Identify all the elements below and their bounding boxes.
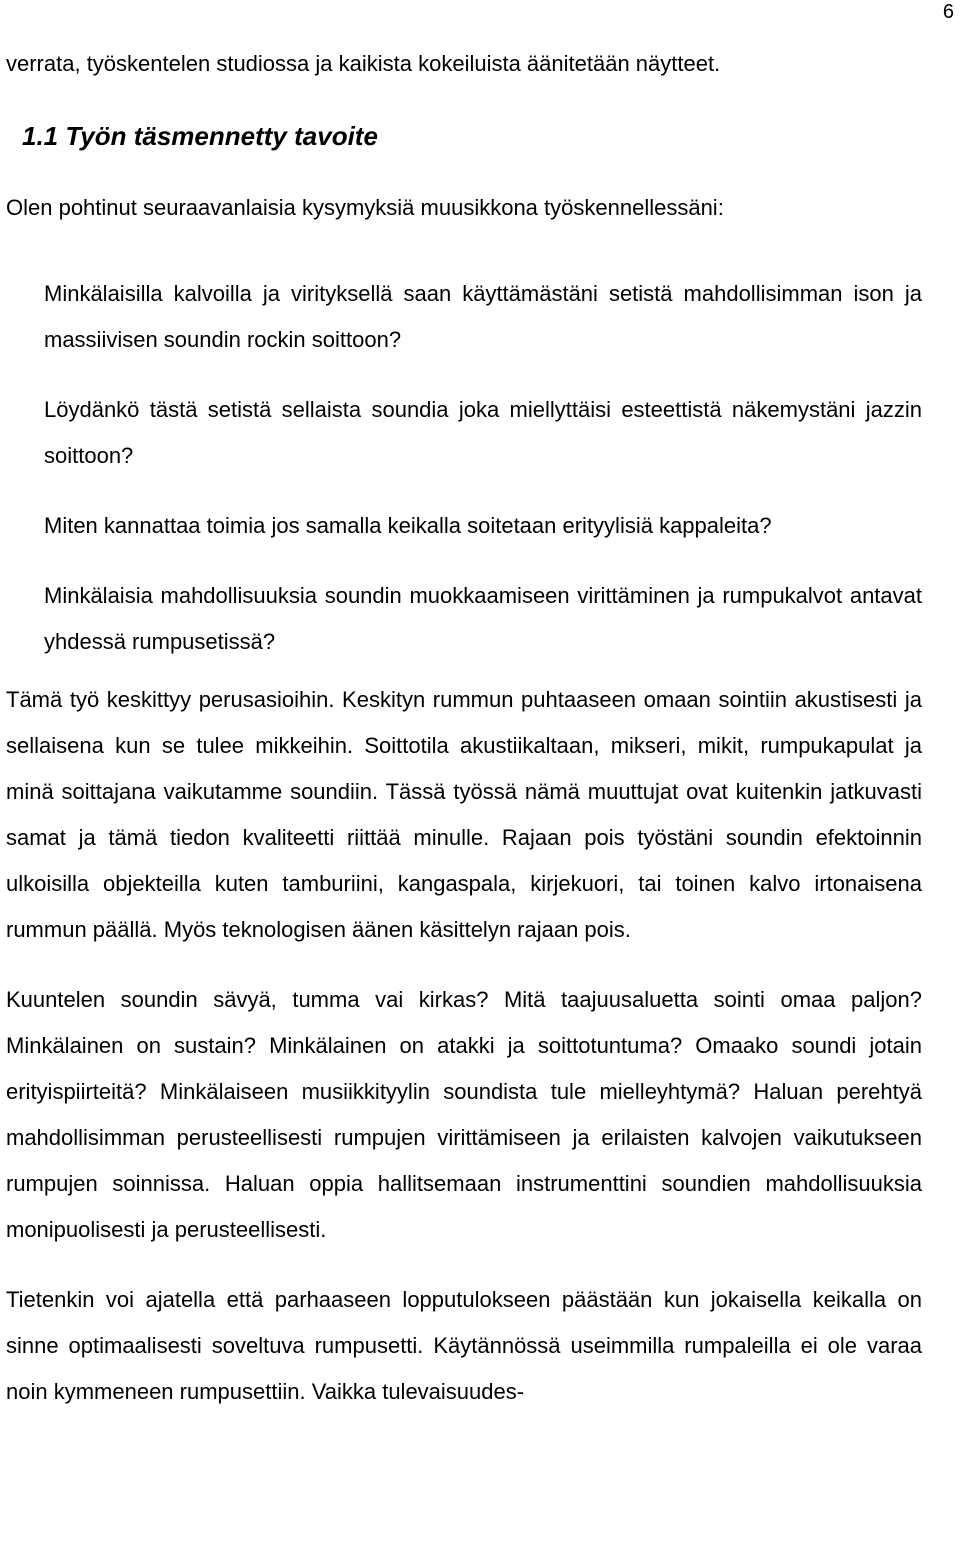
body-paragraph: Kuuntelen soundin sävyä, tumma vai kirkas? Mitä taajuusaluetta sointi omaa paljon? Minkälainen on sustain? Minkälainen on atakki ja soittotuntuma? Omaako soundi jotain erityispiirteitä? Minkälaiseen musiikkityylin soundista tule mielleyhtymä? Haluan perehtyä mahdollisimman perusteellisesti rumpujen virittämiseen ja erilaisten kalvojen vaikutukseen rumpujen soinnissa. Haluan oppia hallitsemaan instrumenttini soundien mahdollisuuksia monipuolisesti ja perusteellisesti. [6, 987, 922, 1242]
question-item: Minkälaisilla kalvoilla ja virityksellä saan käyttämästäni setistä mahdollisimman ison ja massiivisen soundin rockin soittoon? [44, 281, 922, 352]
body-paragraph: Tämä työ keskittyy perusasioihin. Keskityn rummun puhtaaseen omaan sointiin akustisesti ja sellaisena kun se tulee mikkeihin. Soittotila akustiikaltaan, mikseri, mikit, rumpukapulat ja minä soittajana vaikutamme soundiin. Tässä työssä nämä muuttujat ovat kuitenkin jatkuvasti samat ja tämä tiedon kvaliteetti riittää minulle. Rajaan pois työstäni soundin efektoinnin ulkoisilla objekteilla kuten tamburiini, kangaspala, kirjekuori, tai toinen kalvo irtonaisena rummun päällä. Myös teknologisen äänen käsittelyn rajaan pois. [6, 687, 922, 942]
question-item: Miten kannattaa toimia jos samalla keikalla soitetaan erityylisiä kappaleita? [44, 513, 772, 538]
page-number: 6 [942, 1, 954, 23]
document-page [6, 48, 922, 1415]
question-item: Löydänkö tästä setistä sellaista soundia joka miellyttäisi esteettistä näkemystäni jazzin soittoon? [44, 397, 922, 468]
intro-text: verrata, työskentelen studiossa ja kaikista kokeiluista äänitetään näytteet. [6, 51, 721, 76]
section-heading: 1.1 Työn täsmennetty tavoite [22, 121, 378, 151]
question-list [44, 271, 922, 665]
section-lead: Olen pohtinut seuraavanlaisia kysymyksiä muusikkona työskennellessäni: [6, 195, 724, 220]
question-item: Minkälaisia mahdollisuuksia soundin muokkaamiseen virittäminen ja rumpukalvot antavat yhdessä rumpusetissä? [44, 583, 922, 654]
body-paragraph: Tietenkin voi ajatella että parhaaseen lopputulokseen päästään kun jokaisella keikalla on sinne optimaalisesti soveltuva rumpusetti. Käytännössä useimmilla rumpaleilla ei ole varaa noin kymmeneen rumpusettiin. Vaikka tulevaisuudes- [6, 1287, 922, 1404]
